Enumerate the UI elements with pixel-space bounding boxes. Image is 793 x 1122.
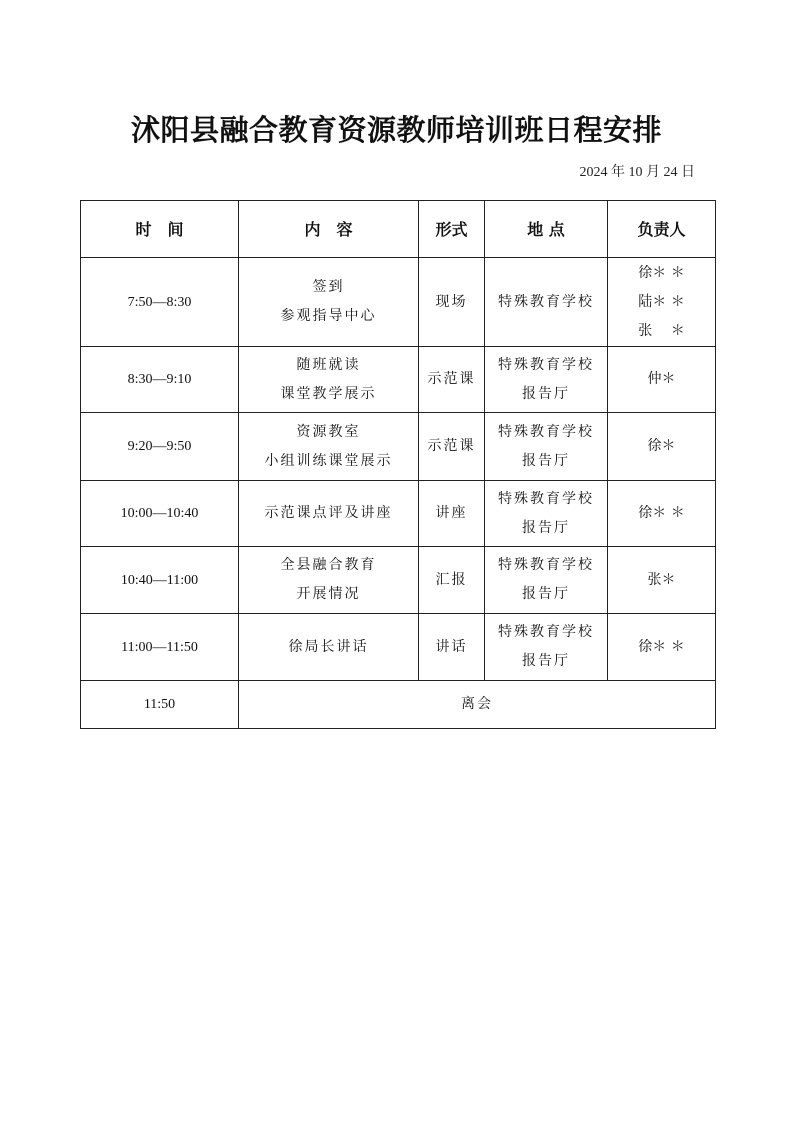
content-line: 签到	[312, 279, 345, 295]
row-content	[239, 481, 419, 547]
location-line: 报告厅	[522, 586, 570, 602]
row-person	[608, 347, 716, 413]
header-time: 时 间	[81, 201, 239, 258]
row-person	[608, 413, 716, 481]
content-line: 开展情况	[296, 586, 361, 602]
person-line: 陆＊ ＊	[638, 293, 685, 310]
header-form: 形式	[419, 201, 485, 258]
location-line: 报告厅	[522, 452, 570, 469]
table-row-final	[81, 681, 716, 729]
table-row	[81, 614, 716, 681]
content-line: 资源教室	[296, 423, 361, 440]
table-header-row	[81, 201, 716, 258]
row-person	[608, 614, 716, 681]
row-form: 示范课	[419, 347, 485, 413]
content-line: 示范课点评及讲座	[264, 505, 393, 521]
table-row	[81, 413, 716, 481]
location-line: 特殊教育学校	[498, 293, 594, 310]
row-content-merged: 离会	[239, 681, 716, 729]
row-location	[485, 547, 608, 614]
document-date: 2024 年 10 月 24 日	[579, 165, 695, 180]
header-person: 负责人	[608, 201, 716, 258]
row-time: 8:30—9:10	[81, 347, 239, 413]
person-line: 徐＊ ＊	[638, 638, 685, 655]
row-time: 11:00—11:50	[81, 614, 239, 681]
location-line: 报告厅	[522, 385, 570, 402]
content-line: 徐局长讲话	[288, 638, 369, 655]
row-content	[239, 614, 419, 681]
row-form: 现场	[419, 258, 485, 347]
row-time: 9:20—9:50	[81, 413, 239, 481]
row-location	[485, 258, 608, 347]
row-content	[239, 347, 419, 413]
row-location	[485, 347, 608, 413]
row-person	[608, 258, 716, 347]
location-line: 特殊教育学校	[498, 423, 594, 440]
person-line: 徐＊	[647, 438, 676, 454]
content-line: 课堂教学展示	[280, 385, 377, 402]
schedule-body	[81, 258, 716, 729]
location-line: 报告厅	[522, 653, 570, 669]
table-row	[81, 258, 716, 347]
person-line: 张＊	[647, 571, 676, 588]
table-row	[81, 347, 716, 413]
content-line: 小组训练课堂展示	[264, 452, 393, 469]
location-line: 特殊教育学校	[498, 624, 594, 640]
row-time: 7:50—8:30	[81, 258, 239, 347]
content-line: 随班就读	[296, 356, 361, 373]
row-form: 讲话	[419, 614, 485, 681]
table-row	[81, 481, 716, 547]
row-location	[485, 481, 608, 547]
row-content	[239, 547, 419, 614]
row-person	[608, 547, 716, 614]
row-person	[608, 481, 716, 547]
row-form: 讲座	[419, 481, 485, 547]
header-location: 地 点	[485, 201, 608, 258]
header-content: 内 容	[239, 201, 419, 258]
content-line: 参观指导中心	[280, 308, 377, 324]
row-time: 10:00—10:40	[81, 481, 239, 547]
location-line: 特殊教育学校	[498, 490, 594, 507]
row-content	[239, 413, 419, 481]
row-form: 汇报	[419, 547, 485, 614]
person-line: 徐＊ ＊	[638, 264, 685, 281]
schedule-table	[80, 200, 716, 729]
row-location	[485, 614, 608, 681]
person-line: 徐＊ ＊	[638, 505, 685, 521]
row-location	[485, 413, 608, 481]
person-line: 仲＊	[647, 371, 676, 387]
content-line: 全县融合教育	[280, 557, 377, 573]
page-title: 沭阳县融合教育资源教师培训班日程安排	[130, 113, 662, 147]
location-line: 特殊教育学校	[498, 557, 594, 573]
row-time: 11:50	[81, 681, 239, 729]
row-time: 10:40—11:00	[81, 547, 239, 614]
location-line: 特殊教育学校	[498, 356, 594, 373]
person-line: 张 ＊	[638, 322, 685, 339]
table-row	[81, 547, 716, 614]
row-content	[239, 258, 419, 347]
row-form: 示范课	[419, 413, 485, 481]
location-line: 报告厅	[522, 519, 570, 536]
